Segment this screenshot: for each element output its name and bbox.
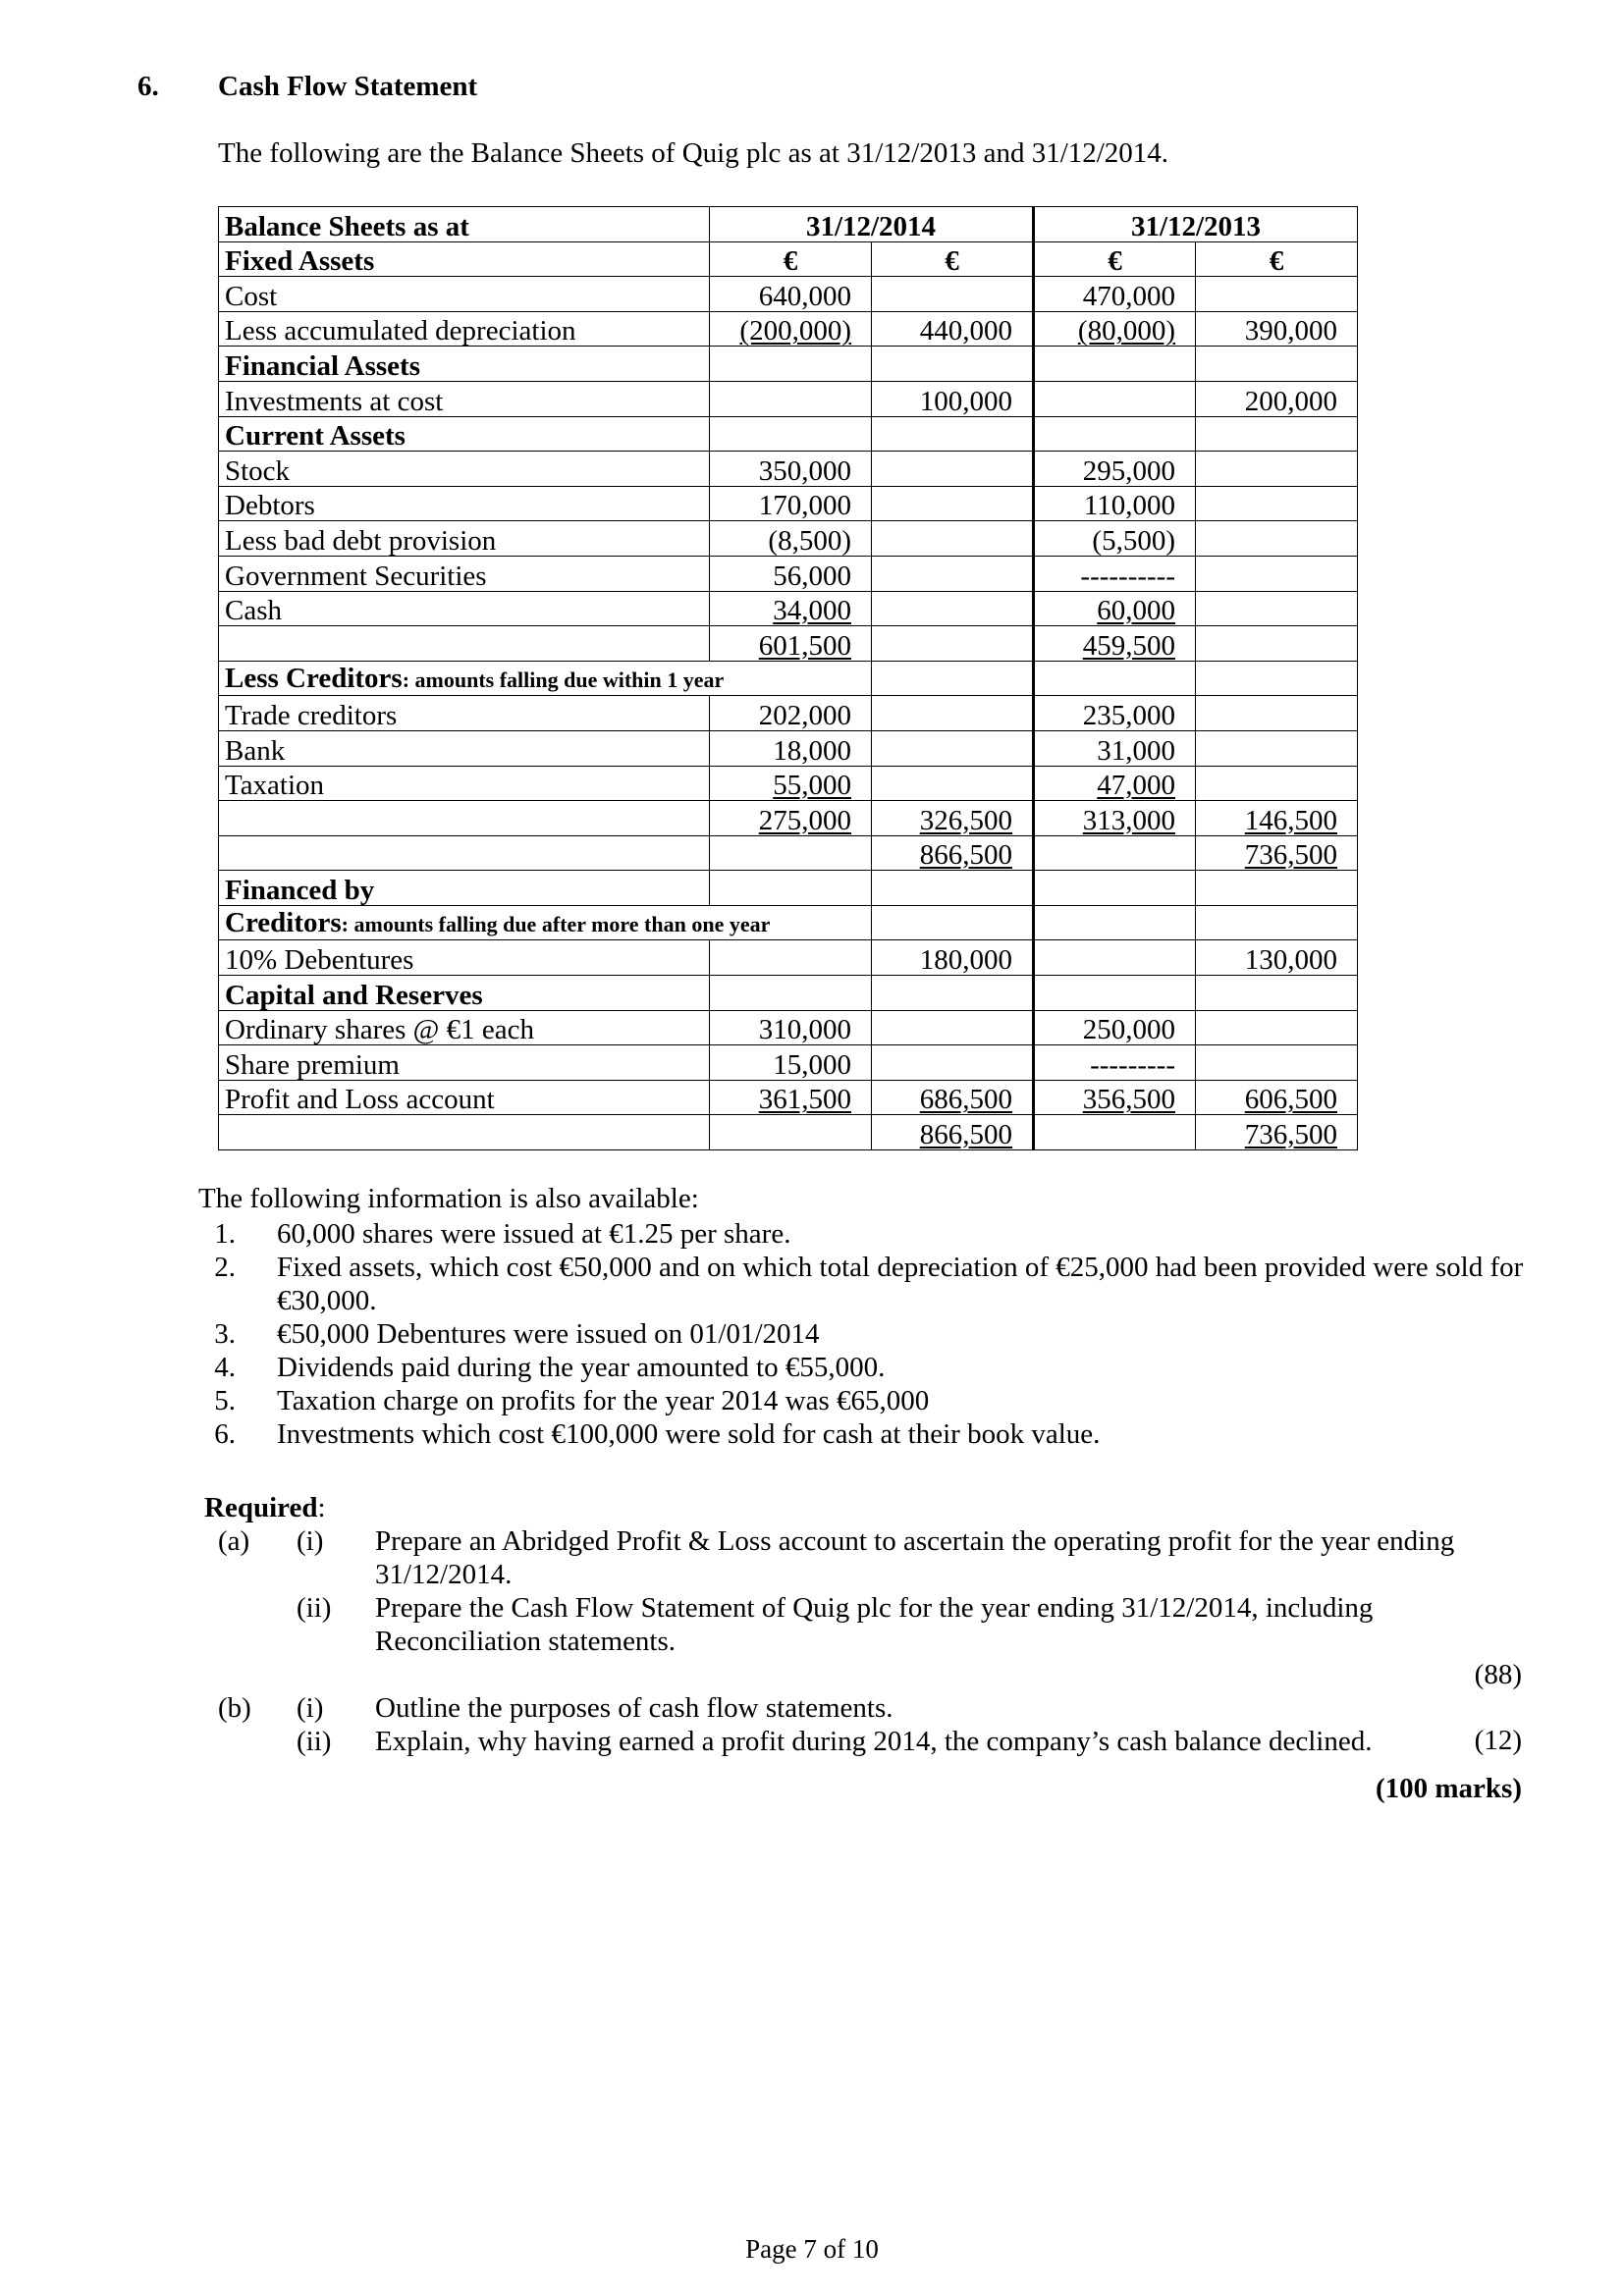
table-row <box>219 381 1358 416</box>
required-word: Required <box>204 1492 318 1523</box>
table-row <box>219 416 1358 452</box>
cell-c <box>1034 626 1196 662</box>
row-label: Less bad debt provision <box>219 521 710 557</box>
table-row <box>219 241 1358 277</box>
cell-value: 866,500 <box>919 1119 1012 1151</box>
cell-value: 56,000 <box>773 560 851 592</box>
cell-b <box>872 452 1034 487</box>
cell-d <box>1196 871 1358 906</box>
row-label: Financial Assets <box>219 347 710 382</box>
table-row <box>219 452 1358 487</box>
row-label: Current Assets <box>219 416 710 452</box>
cell-d <box>1196 766 1358 801</box>
cell-value: (200,000) <box>739 315 851 347</box>
cell-d <box>1196 591 1358 626</box>
cell-c <box>1034 976 1196 1011</box>
row-label: Trade creditors <box>219 696 710 731</box>
cell-b <box>872 416 1034 452</box>
cell-value: 295,000 <box>1082 454 1175 487</box>
cell-value: 686,500 <box>919 1084 1012 1116</box>
cell-c <box>1034 311 1196 347</box>
cell-c <box>1034 1080 1196 1115</box>
table-row <box>219 311 1358 347</box>
cell-d <box>1196 556 1358 591</box>
cell-a <box>710 801 872 836</box>
cell-b <box>872 976 1034 1011</box>
part-b-i-num: (i) <box>297 1692 324 1724</box>
cell-d <box>1196 241 1358 277</box>
list-item-text: 60,000 shares were issued at €1.25 per share. <box>277 1218 791 1250</box>
cell-c <box>1034 591 1196 626</box>
cell-d <box>1196 976 1358 1011</box>
cell-value: € <box>1108 245 1122 278</box>
cell-a <box>710 416 872 452</box>
cell-c <box>1034 277 1196 312</box>
cell-value: 736,500 <box>1244 839 1337 872</box>
balance-sheet-body <box>219 207 1358 1150</box>
table-row <box>219 976 1358 1011</box>
cell-value: 640,000 <box>758 280 851 312</box>
table-row <box>219 766 1358 801</box>
question-title: Cash Flow Statement <box>218 71 478 102</box>
cell-b <box>872 277 1034 312</box>
part-a-marks: (88) <box>1474 1659 1522 1690</box>
cell-a <box>710 311 872 347</box>
cell-c <box>1034 661 1196 696</box>
list-item-number: 2. <box>214 1252 236 1283</box>
cell-c <box>1034 347 1196 382</box>
row-label: Government Securities <box>219 556 710 591</box>
cell-value: ---------- <box>1080 560 1175 592</box>
table-row <box>219 591 1358 626</box>
table-row <box>219 626 1358 662</box>
cell-b <box>872 347 1034 382</box>
cell-value: 350,000 <box>758 454 851 487</box>
cell-d <box>1196 940 1358 976</box>
list-item-text: €50,000 Debentures were issued on 01/01/2014 <box>277 1318 820 1350</box>
row-label <box>219 801 710 836</box>
cell-d <box>1196 1045 1358 1081</box>
list-item-text: Dividends paid during the year amounted to €55,000. <box>277 1352 886 1383</box>
period-2013-header: 31/12/2013 <box>1034 207 1358 242</box>
page-number: Page 7 of 10 <box>745 2234 879 2264</box>
cell-value: 200,000 <box>1244 385 1337 417</box>
cell-value: 55,000 <box>773 770 851 802</box>
cell-d <box>1196 521 1358 557</box>
balance-sheet-heading: Balance Sheets as at <box>219 207 710 242</box>
cell-value: (5,500) <box>1092 524 1175 557</box>
cell-a <box>710 591 872 626</box>
row-label-main: Less Creditors <box>225 663 403 695</box>
table-row <box>219 1080 1358 1115</box>
cell-d <box>1196 730 1358 766</box>
list-item-number: 1. <box>214 1218 236 1250</box>
cell-c <box>1034 1115 1196 1150</box>
cell-b <box>872 835 1034 871</box>
part-a-label: (a) <box>218 1525 250 1557</box>
table-row <box>219 1045 1358 1081</box>
cell-a <box>710 626 872 662</box>
cell-value: 202,000 <box>758 699 851 731</box>
row-label: Bank <box>219 730 710 766</box>
row-label: Ordinary shares @ €1 each <box>219 1010 710 1045</box>
cell-a <box>710 871 872 906</box>
cell-a <box>710 1010 872 1045</box>
cell-value: 275,000 <box>758 804 851 836</box>
cell-b <box>872 940 1034 976</box>
cell-c <box>1034 452 1196 487</box>
cell-value: 18,000 <box>773 734 851 767</box>
cell-b <box>872 1045 1034 1081</box>
cell-c <box>1034 381 1196 416</box>
row-label-sub: : amounts falling due within 1 year <box>402 667 725 693</box>
cell-d <box>1196 277 1358 312</box>
row-label: Fixed Assets <box>219 241 710 277</box>
row-label <box>219 905 872 940</box>
table-row <box>219 730 1358 766</box>
cell-c <box>1034 766 1196 801</box>
cell-b <box>872 626 1034 662</box>
cell-d <box>1196 311 1358 347</box>
cell-a <box>710 766 872 801</box>
cell-d <box>1196 486 1358 521</box>
cell-c <box>1034 1045 1196 1081</box>
cell-d <box>1196 416 1358 452</box>
cell-b <box>872 1080 1034 1115</box>
cell-a <box>710 835 872 871</box>
table-row <box>219 871 1358 906</box>
cell-value: 235,000 <box>1082 699 1175 731</box>
cell-value: 130,000 <box>1244 944 1337 977</box>
row-label: Investments at cost <box>219 381 710 416</box>
cell-value: 326,500 <box>919 804 1012 836</box>
row-label: Less accumulated depreciation <box>219 311 710 347</box>
intro-text: The following are the Balance Sheets of Quig plc as at 31/12/2013 and 31/12/2014. <box>218 137 1169 169</box>
cell-d <box>1196 347 1358 382</box>
cell-d <box>1196 1080 1358 1115</box>
cell-b <box>872 661 1034 696</box>
cell-value: € <box>1269 245 1284 278</box>
list-item-text: Fixed assets, which cost €50,000 and on which total depreciation of €25,000 had been provided were sold for €30,000. <box>277 1252 1524 1316</box>
row-label: 10% Debentures <box>219 940 710 976</box>
cell-value: 601,500 <box>758 629 851 662</box>
cell-a <box>710 1115 872 1150</box>
part-a-i-num: (i) <box>297 1525 324 1557</box>
cell-c <box>1034 1010 1196 1045</box>
part-a-ii-text: Prepare the Cash Flow Statement of Quig plc for the year ending 31/12/2014, including Reconciliation statements. <box>375 1592 1374 1657</box>
cell-d <box>1196 801 1358 836</box>
cell-value: 34,000 <box>773 595 851 627</box>
table-row <box>219 521 1358 557</box>
cell-value: € <box>783 245 798 278</box>
cell-b <box>872 730 1034 766</box>
table-row <box>219 1115 1358 1150</box>
cell-value: 310,000 <box>758 1014 851 1046</box>
cell-b <box>872 521 1034 557</box>
cell-a <box>710 1080 872 1115</box>
cell-c <box>1034 486 1196 521</box>
table-row <box>219 801 1358 836</box>
required-colon: : <box>317 1492 326 1523</box>
table-row <box>219 486 1358 521</box>
required-label <box>204 1492 326 1524</box>
cell-d <box>1196 1010 1358 1045</box>
cell-d <box>1196 381 1358 416</box>
cell-c <box>1034 871 1196 906</box>
row-label: Profit and Loss account <box>219 1080 710 1115</box>
part-b-label: (b) <box>218 1692 251 1724</box>
cell-d <box>1196 661 1358 696</box>
cell-a <box>710 521 872 557</box>
cell-value: (8,500) <box>768 524 851 557</box>
part-b-ii-text: Explain, why having earned a profit during 2014, the company’s cash balance declined. <box>375 1726 1373 1757</box>
row-label <box>219 1115 710 1150</box>
balance-sheet-header-row <box>219 207 1358 242</box>
cell-b <box>872 801 1034 836</box>
cell-c <box>1034 521 1196 557</box>
cell-d <box>1196 835 1358 871</box>
cell-d <box>1196 452 1358 487</box>
cell-value: € <box>945 245 959 278</box>
cell-b <box>872 591 1034 626</box>
cell-b <box>872 381 1034 416</box>
cell-value: 110,000 <box>1083 490 1175 522</box>
cell-value: 606,500 <box>1244 1084 1337 1116</box>
cell-value: 31,000 <box>1097 734 1175 767</box>
cell-c <box>1034 730 1196 766</box>
part-b-ii-num: (ii) <box>297 1726 332 1757</box>
row-label: Share premium <box>219 1045 710 1081</box>
cell-c <box>1034 556 1196 591</box>
part-b-marks: (12) <box>1474 1725 1522 1756</box>
table-row <box>219 940 1358 976</box>
period-2014-header: 31/12/2014 <box>710 207 1034 242</box>
part-a-ii-num: (ii) <box>297 1592 332 1624</box>
row-label: Stock <box>219 452 710 487</box>
row-label: Capital and Reserves <box>219 976 710 1011</box>
table-row <box>219 347 1358 382</box>
cell-value: 866,500 <box>919 839 1012 872</box>
cell-value: (80,000) <box>1077 315 1175 347</box>
total-marks: (100 marks) <box>1375 1773 1522 1804</box>
cell-value: 60,000 <box>1097 595 1175 627</box>
table-row <box>219 277 1358 312</box>
list-item-text: Taxation charge on profits for the year 2014 was €65,000 <box>277 1385 930 1416</box>
cell-value: 47,000 <box>1097 770 1175 802</box>
cell-value: 15,000 <box>773 1048 851 1081</box>
part-b-i-text: Outline the purposes of cash flow statements. <box>375 1692 893 1724</box>
cell-b <box>872 241 1034 277</box>
cell-value: 170,000 <box>758 490 851 522</box>
cell-value: --------- <box>1090 1048 1175 1081</box>
list-item-number: 5. <box>214 1385 236 1416</box>
cell-b <box>872 696 1034 731</box>
cell-d <box>1196 1115 1358 1150</box>
cell-a <box>710 486 872 521</box>
cell-a <box>710 1045 872 1081</box>
cell-value: 440,000 <box>919 315 1012 347</box>
cell-c <box>1034 801 1196 836</box>
table-row <box>219 1010 1358 1045</box>
cell-a <box>710 381 872 416</box>
cell-value: 459,500 <box>1082 629 1175 662</box>
cell-c <box>1034 835 1196 871</box>
list-item-text: Investments which cost €100,000 were sold for cash at their book value. <box>277 1418 1101 1450</box>
cell-a <box>710 730 872 766</box>
row-label <box>219 626 710 662</box>
cell-c <box>1034 416 1196 452</box>
cell-value: 470,000 <box>1082 280 1175 312</box>
row-label: Taxation <box>219 766 710 801</box>
cell-a <box>710 241 872 277</box>
list-item-number: 6. <box>214 1418 236 1450</box>
cell-b <box>872 311 1034 347</box>
cell-a <box>710 452 872 487</box>
cell-a <box>710 940 872 976</box>
cell-b <box>872 766 1034 801</box>
cell-value: 180,000 <box>919 944 1012 977</box>
row-label <box>219 835 710 871</box>
info-lead: The following information is also available: <box>198 1183 699 1214</box>
cell-a <box>710 556 872 591</box>
cell-d <box>1196 626 1358 662</box>
cell-value: 390,000 <box>1244 315 1337 347</box>
row-label-main: Creditors <box>225 907 342 939</box>
cell-value: 146,500 <box>1244 804 1337 836</box>
cell-b <box>872 871 1034 906</box>
cell-b <box>872 556 1034 591</box>
cell-a <box>710 347 872 382</box>
cell-a <box>710 277 872 312</box>
cell-a <box>710 696 872 731</box>
cell-a <box>710 976 872 1011</box>
row-label <box>219 661 872 696</box>
table-row <box>219 556 1358 591</box>
cell-c <box>1034 696 1196 731</box>
cell-b <box>872 486 1034 521</box>
table-row <box>219 661 1358 696</box>
row-label: Cost <box>219 277 710 312</box>
cell-b <box>872 905 1034 940</box>
row-label: Financed by <box>219 871 710 906</box>
cell-value: 356,500 <box>1082 1084 1175 1116</box>
part-a-i-text: Prepare an Abridged Profit & Loss account to ascertain the operating profit for the year ending 31/12/2014. <box>375 1525 1455 1590</box>
cell-c <box>1034 940 1196 976</box>
cell-value: 250,000 <box>1082 1014 1175 1046</box>
table-row <box>219 835 1358 871</box>
question-number: 6. <box>137 71 159 102</box>
row-label-sub: : amounts falling due after more than one year <box>341 912 771 937</box>
list-item-number: 3. <box>214 1318 236 1350</box>
row-label: Debtors <box>219 486 710 521</box>
cell-value: 361,500 <box>758 1084 851 1116</box>
cell-d <box>1196 696 1358 731</box>
cell-value: 736,500 <box>1244 1119 1337 1151</box>
balance-sheet-table <box>218 206 1358 1150</box>
table-row <box>219 905 1358 940</box>
cell-value: 100,000 <box>919 385 1012 417</box>
table-row <box>219 696 1358 731</box>
cell-c <box>1034 905 1196 940</box>
cell-c <box>1034 241 1196 277</box>
cell-b <box>872 1115 1034 1150</box>
cell-d <box>1196 905 1358 940</box>
cell-value: 313,000 <box>1082 804 1175 836</box>
cell-b <box>872 1010 1034 1045</box>
row-label: Cash <box>219 591 710 626</box>
list-item-number: 4. <box>214 1352 236 1383</box>
